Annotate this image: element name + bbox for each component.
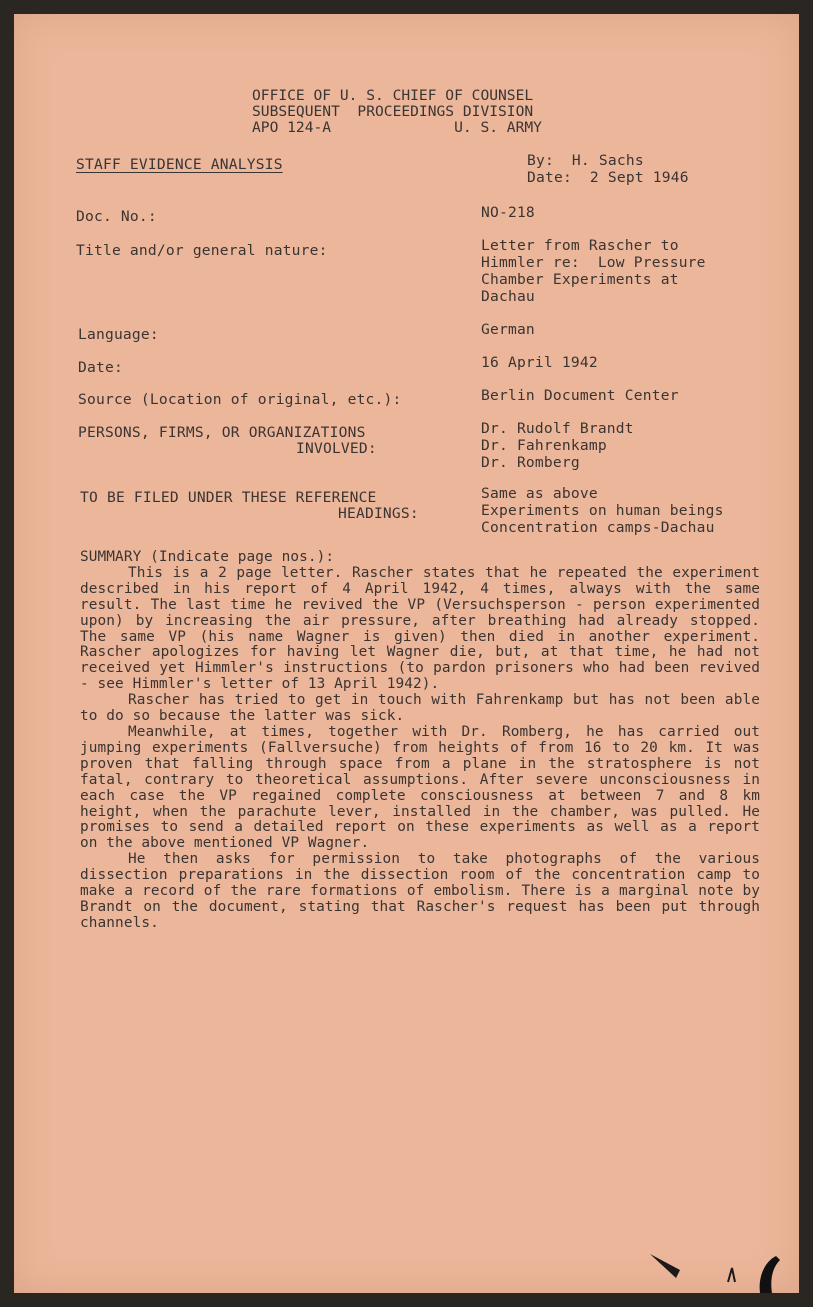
- doc-no-label: Doc. No.:: [76, 208, 157, 225]
- ink-stroke-2: [728, 1268, 735, 1282]
- ink-marks: [640, 1248, 790, 1298]
- header-line-2: SUBSEQUENT PROCEEDINGS DIVISION: [252, 103, 534, 120]
- person-1: Dr. Rudolf Brandt: [481, 420, 634, 437]
- analyst-name: By: H. Sachs: [527, 152, 644, 169]
- title-value-line-1: Letter from Rascher to: [481, 237, 679, 254]
- summary-paragraph-2: Rascher has tried to get in touch with Fahrenkamp but has not been able to do so because the latter was sick.: [80, 692, 760, 725]
- heading-3: Concentration camps-Dachau: [481, 519, 715, 536]
- office-header: [252, 88, 542, 136]
- persons-label-line-1: PERSONS, FIRMS, OR ORGANIZATIONS: [78, 424, 366, 441]
- title-value-line-3: Chamber Experiments at: [481, 271, 679, 288]
- source-label: Source (Location of original, etc.):: [78, 391, 402, 408]
- doc-no-value: NO-218: [481, 204, 535, 221]
- person-3: Dr. Romberg: [481, 454, 580, 471]
- language-value: German: [481, 321, 535, 338]
- persons-label-line-2: INVOLVED:: [296, 440, 377, 457]
- title-label: Title and/or general nature:: [76, 242, 328, 259]
- date-value: 16 April 1942: [481, 354, 598, 371]
- staff-evidence-title: STAFF EVIDENCE ANALYSIS: [76, 156, 283, 173]
- title-value-line-2: Himmler re: Low Pressure: [481, 254, 706, 271]
- header-line-1: OFFICE OF U. S. CHIEF OF COUNSEL: [252, 87, 534, 104]
- summary-section: [80, 550, 760, 932]
- person-2: Dr. Fahrenkamp: [481, 437, 607, 454]
- analysis-date: Date: 2 Sept 1946: [527, 169, 689, 186]
- heading-2: Experiments on human beings: [481, 502, 724, 519]
- heading-1: Same as above: [481, 485, 598, 502]
- headings-label-line-2: HEADINGS:: [338, 505, 419, 522]
- summary-paragraph-4: He then asks for permission to take photographs of the various dissection preparations in the dissection room of the concentration camp to make a record of the rare formations of embolism. There is a marginal note by Brandt on the document, stating that Rascher's request has been put through channels.: [80, 851, 760, 931]
- ink-stroke-1: [650, 1254, 680, 1278]
- source-value: Berlin Document Center: [481, 387, 679, 404]
- date-label: Date:: [78, 359, 123, 376]
- headings-label-line-1: TO BE FILED UNDER THESE REFERENCE: [80, 489, 377, 506]
- title-value-line-4: Dachau: [481, 288, 535, 305]
- header-line-3: APO 124-A U. S. ARMY: [252, 119, 542, 136]
- summary-paragraph-3: Meanwhile, at times, together with Dr. Romberg, he has carried out jumping experiments (Fallversuche) from heights of from 16 to 20 km. It was proven that falling through space from a plane in the stratosphere is not fatal, contrary to theoretical assumptions. After severe unconsciousness in each case the VP regained complete consciousness at between 7 and 8 km height, when the parachute lever, installed in the chamber, was pulled. He promises to send a detailed report on these experiments as well as a report on the above mentioned VP Wagner.: [80, 723, 760, 852]
- summary-heading: SUMMARY (Indicate page nos.):: [80, 549, 335, 565]
- ink-stroke-3: [760, 1256, 780, 1293]
- language-label: Language:: [78, 326, 159, 343]
- summary-paragraph-1: This is a 2 page letter. Rascher states that he repeated the experiment described in his report of 4 April 1942, 4 times, always with the same result. The last time he revived the VP (Versuchsperson - person experimented upon) by increasing the air pressure, after breathing had already stopped. The same VP (his name Wagner is given) then died in another experiment. Rascher apologizes for having let Wagner die, but, at that time, he had not received yet Himmler's instructions (to pardon prisoners who had been revived - see Himmler's letter of 13 April 1942).: [80, 564, 760, 693]
